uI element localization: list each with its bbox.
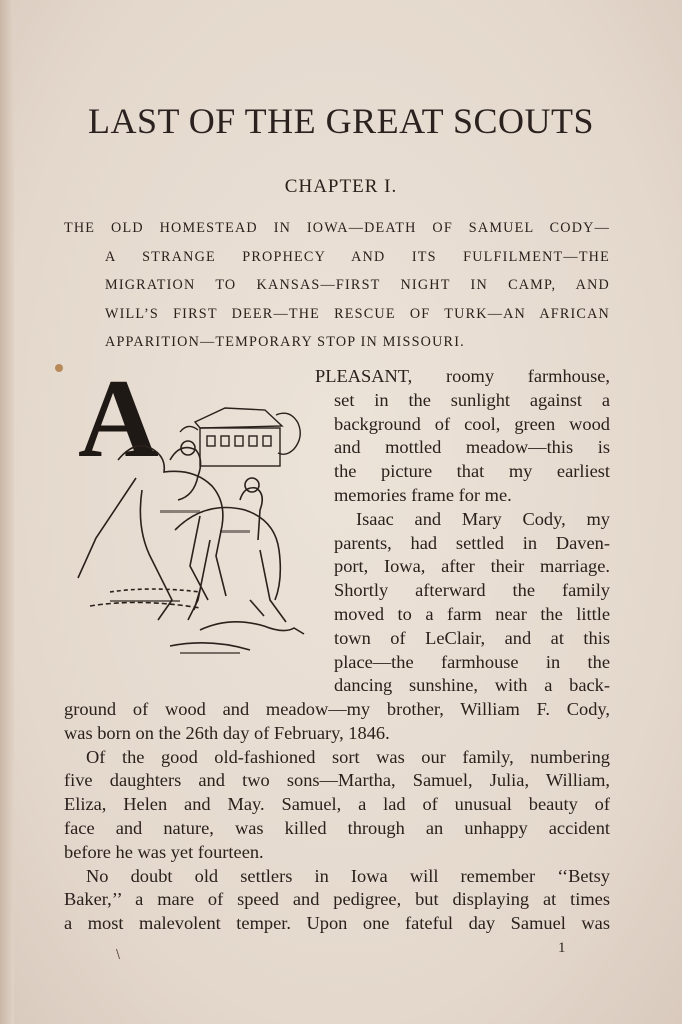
full-width-text xyxy=(64,698,610,936)
text-line: was born on the 26th day of February, 1846. xyxy=(64,722,390,743)
chapter-heading: CHAPTER I. xyxy=(284,176,398,197)
text-line: town of LeClair, and at this xyxy=(334,627,610,648)
text-line: before he was yet fourteen. xyxy=(64,841,264,862)
synopsis-line: A STRANGE PROPHECY AND ITS FULFILMENT—THE xyxy=(105,248,610,265)
synopsis-line: WILL’S FIRST DEER—THE RESCUE OF TURK—AN AFRICAN xyxy=(105,305,610,322)
text-line: port, Iowa, after their marriage. xyxy=(334,556,610,577)
text-line: place—the farmhouse in the xyxy=(334,651,610,672)
text-line: PLEASANT, roomy farmhouse, xyxy=(315,366,610,386)
text-line: dancing sunshine, with a back- xyxy=(334,675,610,696)
text-line: memories frame for me. xyxy=(334,484,512,505)
page-edge xyxy=(0,0,14,1024)
text-line: parents, had settled in Daven- xyxy=(334,532,610,553)
horse-riders-illustration xyxy=(50,360,318,672)
text-line: Baker,’’ a mare of speed and pedigree, but displaying at times xyxy=(64,889,610,910)
text-line: background of cool, green wood xyxy=(334,413,610,434)
drop-cap-letter: A xyxy=(78,360,159,481)
farmhouse-drawing xyxy=(180,408,300,466)
synopsis-line: THE OLD HOMESTEAD IN IOWA—DEATH OF SAMUEL CODY— xyxy=(64,220,610,236)
text-line: the picture that my earliest xyxy=(334,461,610,482)
narrow-text-column xyxy=(315,365,610,698)
illustration-shading xyxy=(110,510,250,654)
text-line: and mottled meadow—this is xyxy=(334,437,610,458)
text-line: Shortly afterward the family xyxy=(334,580,610,601)
text-line: ground of wood and meadow—my brother, William F. Cody, xyxy=(64,699,610,719)
text-line: Eliza, Helen and May. Samuel, a lad of unusual beauty of xyxy=(64,794,610,815)
text-line: No doubt old settlers in Iowa will remember ‘‘Betsy xyxy=(86,865,610,886)
page-number: 1 xyxy=(558,940,566,956)
text-line: five daughters and two sons—Martha, Samuel, Julia, William, xyxy=(64,770,610,791)
text-line: face and nature, was killed through an unhappy accident xyxy=(64,817,610,838)
chapter-synopsis xyxy=(64,214,610,357)
text-line: Isaac and Mary Cody, my xyxy=(356,508,610,529)
text-line: moved to a farm near the little xyxy=(334,603,610,624)
synopsis-line: MIGRATION TO KANSAS—FIRST NIGHT IN CAMP, AND xyxy=(105,277,610,293)
text-line: Of the good old-fashioned sort was our family, numbering xyxy=(86,746,610,767)
drop-cap-illustration xyxy=(50,360,318,672)
book-title: LAST OF THE GREAT SCOUTS xyxy=(87,101,595,141)
synopsis-line: APPARITION—TEMPORARY STOP IN MISSOURI. xyxy=(105,334,465,350)
signature-mark: \ xyxy=(116,947,121,961)
text-line: set in the sunlight against a xyxy=(334,389,610,410)
text-line: a most malevolent temper. Upon one fateful day Samuel was xyxy=(64,913,610,934)
ornament-dot xyxy=(55,364,63,372)
